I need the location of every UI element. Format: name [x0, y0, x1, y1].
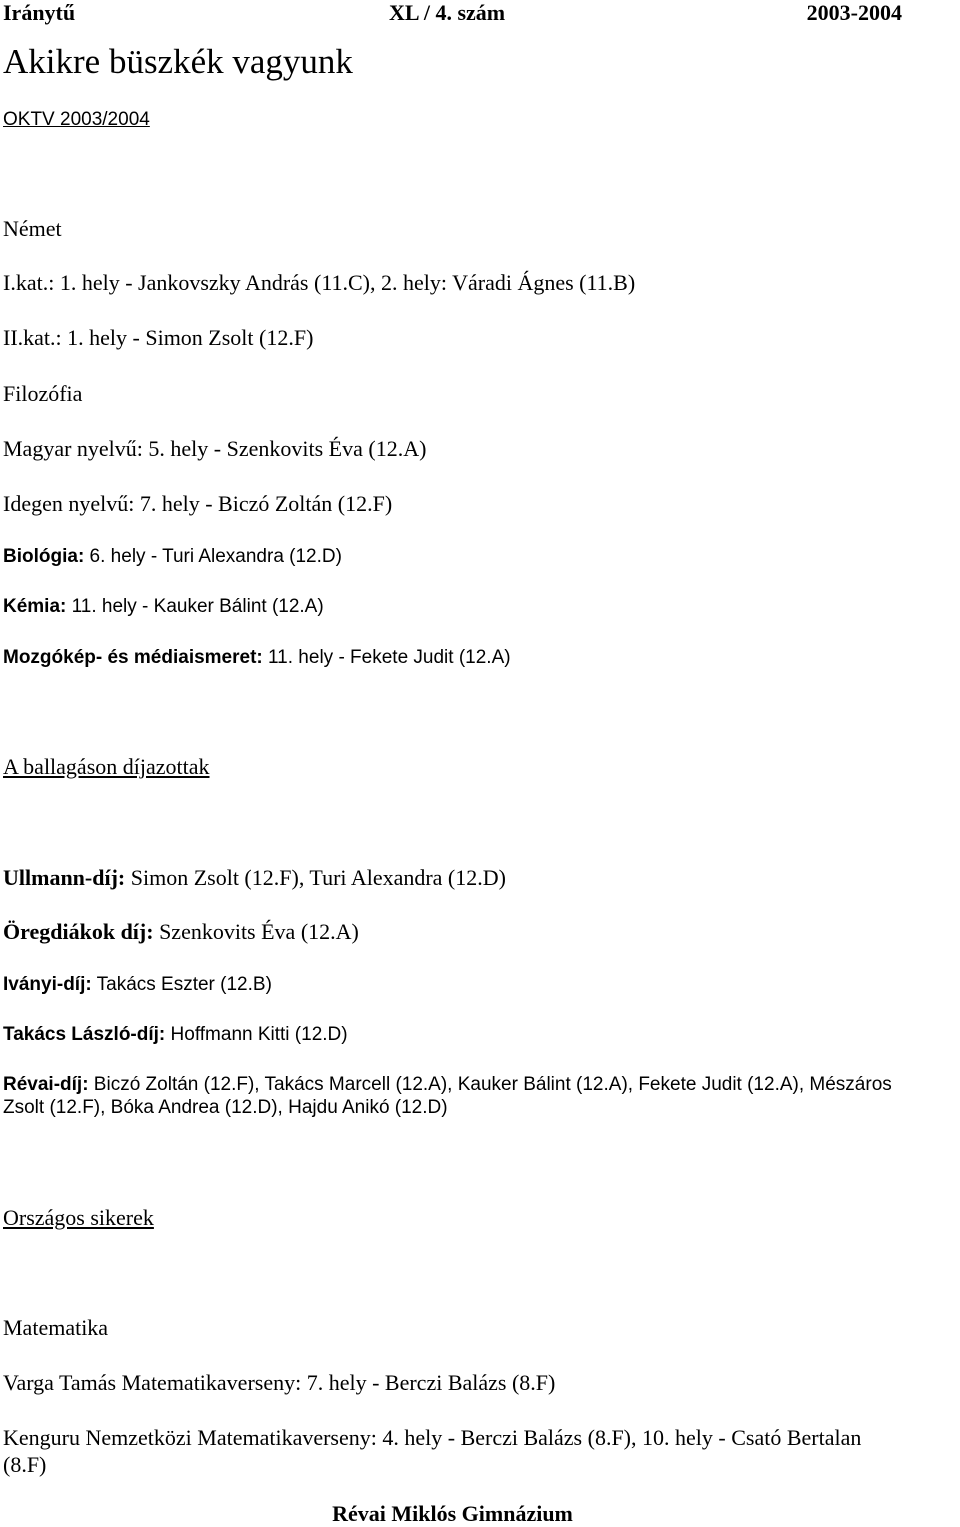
- nemet-line-2: II.kat.: 1. hely - Simon Zsolt (12.F): [3, 325, 314, 350]
- oregdiakok-label: Öregdiákok díj:: [3, 919, 154, 944]
- revai-line-2: Zsolt (12.F), Bóka Andrea (12.D), Hajdu Anikó (12.D): [3, 1097, 448, 1118]
- kemia-line: [3, 596, 324, 618]
- matematika-title: Matematika: [3, 1315, 109, 1340]
- mozgokep-text: 11. hely - Fekete Judit (12.A): [262, 647, 511, 668]
- filozofia-title: Filozófia: [3, 381, 83, 406]
- ullmann-line: [3, 865, 506, 891]
- matematika-line-3: (8.F): [3, 1452, 47, 1477]
- oregdiakok-text: Szenkovits Éva (12.A): [153, 919, 359, 944]
- header-left: Iránytű: [3, 0, 76, 25]
- ivanyi-label: Iványi-díj:: [3, 974, 92, 995]
- header-right: 2003-2004: [806, 0, 902, 25]
- kemia-text: 11. hely - Kauker Bálint (12.A): [66, 596, 324, 617]
- takacs-line: [3, 1024, 348, 1046]
- nemet-line-1: I.kat.: 1. hely - Jankovszky András (11.C), 2. hely: Váradi Ágnes (11.B): [3, 270, 636, 295]
- mozgokep-line: [3, 647, 511, 669]
- revai-label: Révai-díj:: [3, 1074, 89, 1095]
- mozgokep-label: Mozgókép- és médiaismeret:: [3, 647, 263, 668]
- orszagos-heading: Országos sikerek: [3, 1205, 154, 1230]
- oktv-heading: OKTV 2003/2004: [3, 109, 150, 130]
- kemia-label: Kémia:: [3, 596, 67, 617]
- filozofia-line-2: Idegen nyelvű: 7. hely - Biczó Zoltán (12.F): [3, 491, 393, 516]
- oregdiakok-line: [3, 919, 359, 945]
- matematika-line-2: Kenguru Nemzetközi Matematikaverseny: 4. hely - Berczi Balázs (8.F), 10. hely - Csató Bertalan: [3, 1425, 862, 1450]
- filozofia-line-1: Magyar nyelvű: 5. hely - Szenkovits Éva (12.A): [3, 436, 427, 461]
- biologia-label: Biológia:: [3, 546, 85, 567]
- revai-text: Biczó Zoltán (12.F), Takács Marcell (12.A), Kauker Bálint (12.A), Fekete Judit (12.A), Mészáros: [88, 1074, 892, 1095]
- takacs-label: Takács László-díj:: [3, 1024, 166, 1045]
- biologia-line: [3, 546, 342, 568]
- revai-line: [3, 1074, 892, 1096]
- ullmann-text: Simon Zsolt (12.F), Turi Alexandra (12.D): [125, 865, 506, 890]
- ballagas-heading: A ballagáson díjazottak: [3, 754, 210, 779]
- page-title: Akikre büszkék vagyunk: [3, 42, 353, 81]
- footer: Révai Miklós Gimnázium: [332, 1501, 573, 1526]
- nemet-title: Német: [3, 216, 62, 241]
- header-center: XL / 4. szám: [389, 0, 506, 25]
- ivanyi-text: Takács Eszter (12.B): [91, 974, 272, 995]
- matematika-line-1: Varga Tamás Matematikaverseny: 7. hely - Berczi Balázs (8.F): [3, 1370, 556, 1395]
- takacs-text: Hoffmann Kitti (12.D): [165, 1024, 348, 1045]
- biologia-text: 6. hely - Turi Alexandra (12.D): [84, 546, 342, 567]
- ullmann-label: Ullmann-díj:: [3, 865, 126, 890]
- ivanyi-line: [3, 974, 272, 996]
